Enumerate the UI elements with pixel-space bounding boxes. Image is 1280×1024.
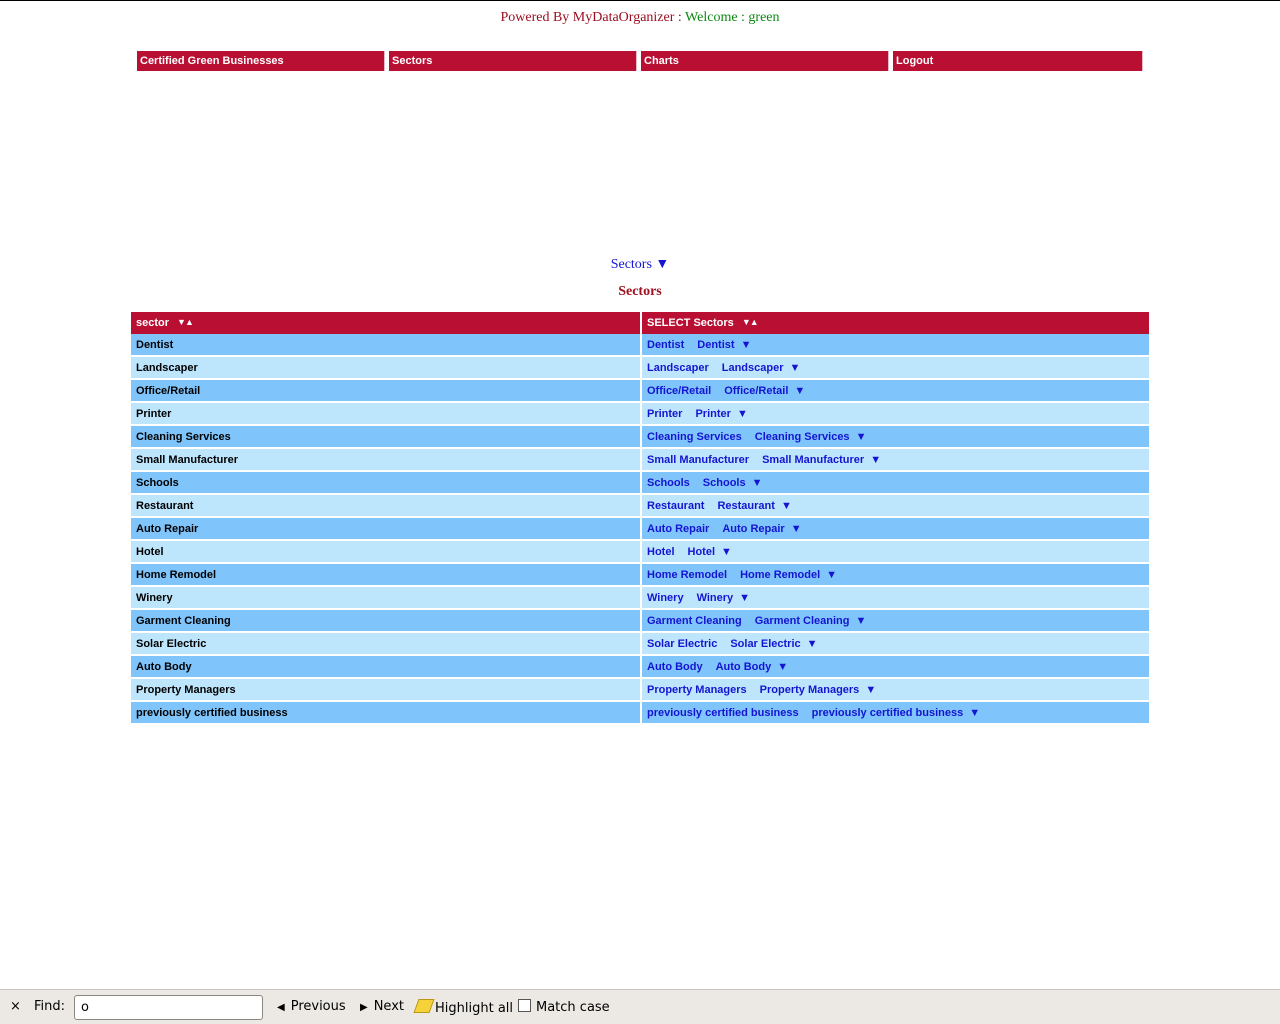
sector-dropdown-link[interactable]: Restaurant bbox=[717, 499, 775, 512]
select-sectors-cell bbox=[642, 610, 1149, 633]
sector-dropdown-link[interactable]: Home Remodel bbox=[740, 568, 821, 581]
sector-dropdown-link[interactable]: previously certified business bbox=[811, 706, 964, 719]
sector-link[interactable]: Solar Electric bbox=[647, 637, 718, 650]
column-header-sector bbox=[131, 312, 640, 334]
top-border bbox=[0, 0, 1280, 1]
select-sectors-cell bbox=[642, 449, 1149, 472]
dropdown-arrow-icon[interactable]: ▼ bbox=[777, 660, 789, 673]
highlighter-icon bbox=[413, 999, 434, 1013]
table-row bbox=[131, 541, 1149, 564]
sector-cell: Office/Retail bbox=[131, 380, 640, 403]
sectors-dropdown-link[interactable]: Sectors ▼ bbox=[610, 257, 670, 272]
select-sectors-cell bbox=[642, 541, 1149, 564]
find-previous-button[interactable] bbox=[277, 999, 346, 1014]
sector-dropdown-link[interactable]: Schools bbox=[702, 476, 746, 489]
select-sectors-cell bbox=[642, 564, 1149, 587]
table-row bbox=[131, 610, 1149, 633]
sector-link[interactable]: Hotel bbox=[647, 545, 675, 558]
sectors-table bbox=[129, 312, 1151, 725]
select-sectors-cell bbox=[642, 357, 1149, 380]
match-case-checkbox[interactable] bbox=[518, 999, 610, 1015]
table-row bbox=[131, 702, 1149, 725]
sector-dropdown-link[interactable]: Auto Repair bbox=[722, 522, 785, 535]
dropdown-arrow-icon[interactable]: ▼ bbox=[736, 407, 748, 420]
select-sectors-cell bbox=[642, 702, 1149, 725]
select-sectors-cell bbox=[642, 380, 1149, 403]
sort-icon[interactable]: ▼▲ bbox=[177, 317, 193, 327]
powered-by-text: Powered By MyDataOrganizer : bbox=[500, 10, 682, 25]
column-header-label: SELECT Sectors bbox=[647, 317, 734, 329]
dropdown-arrow-icon[interactable]: ▼ bbox=[855, 614, 867, 627]
sector-cell: Small Manufacturer bbox=[131, 449, 640, 472]
table-row bbox=[131, 449, 1149, 472]
sector-dropdown-link[interactable]: Landscaper bbox=[721, 361, 784, 374]
sector-cell: Winery bbox=[131, 587, 640, 610]
sector-dropdown-link[interactable]: Printer bbox=[695, 407, 731, 420]
table-row bbox=[131, 357, 1149, 380]
dropdown-arrow-icon[interactable]: ▼ bbox=[789, 361, 801, 374]
dropdown-arrow-icon[interactable]: ▼ bbox=[780, 499, 792, 512]
select-sectors-cell bbox=[642, 472, 1149, 495]
sector-link[interactable]: Dentist bbox=[647, 338, 685, 351]
sector-dropdown-link[interactable]: Solar Electric bbox=[730, 637, 801, 650]
sector-link[interactable]: Office/Retail bbox=[647, 384, 712, 397]
main-nav bbox=[137, 51, 1143, 71]
dropdown-arrow-icon[interactable]: ▼ bbox=[721, 545, 732, 558]
table-row bbox=[131, 426, 1149, 449]
table-row bbox=[131, 679, 1149, 702]
triangle-left-icon: ◀ bbox=[277, 1002, 285, 1013]
dropdown-arrow-icon[interactable]: ▼ bbox=[870, 453, 882, 466]
select-sectors-cell bbox=[642, 426, 1149, 449]
sector-link[interactable]: Property Managers bbox=[647, 683, 747, 696]
find-previous-label: Previous bbox=[290, 999, 346, 1014]
sector-cell: Hotel bbox=[131, 541, 640, 564]
table-row bbox=[131, 334, 1149, 357]
sector-link[interactable]: Home Remodel bbox=[647, 568, 728, 581]
sector-dropdown-link[interactable]: Hotel bbox=[687, 545, 715, 558]
highlight-all-label: Highlight all bbox=[435, 1001, 514, 1016]
sector-cell: Auto Body bbox=[131, 656, 640, 679]
find-input[interactable] bbox=[74, 995, 263, 1020]
table-row bbox=[131, 495, 1149, 518]
sector-dropdown-link[interactable]: Small Manufacturer bbox=[762, 453, 865, 466]
sector-link[interactable]: Winery bbox=[647, 591, 684, 604]
table-row bbox=[131, 380, 1149, 403]
table-row bbox=[131, 656, 1149, 679]
select-sectors-cell bbox=[642, 587, 1149, 610]
page-title: Sectors bbox=[618, 284, 662, 299]
dropdown-arrow-icon[interactable]: ▼ bbox=[855, 430, 867, 443]
select-sectors-cell bbox=[642, 679, 1149, 702]
sector-cell: Restaurant bbox=[131, 495, 640, 518]
select-sectors-cell bbox=[642, 656, 1149, 679]
nav-item-logout[interactable]: Logout bbox=[893, 51, 1143, 71]
table-row bbox=[131, 518, 1149, 541]
sector-dropdown-link[interactable]: Winery bbox=[696, 591, 734, 604]
triangle-right-icon: ▶ bbox=[360, 1002, 368, 1013]
highlight-all-button[interactable] bbox=[416, 999, 513, 1016]
sector-dropdown-link[interactable]: Cleaning Services bbox=[754, 430, 850, 443]
sector-cell: Solar Electric bbox=[131, 633, 640, 656]
find-label: Find: bbox=[34, 999, 66, 1014]
dropdown-arrow-icon[interactable]: ▼ bbox=[790, 522, 802, 535]
table-row bbox=[131, 587, 1149, 610]
dropdown-arrow-icon[interactable]: ▼ bbox=[794, 384, 806, 397]
select-sectors-cell bbox=[642, 633, 1149, 656]
sector-dropdown-link[interactable]: Dentist bbox=[697, 338, 735, 351]
sector-link[interactable]: Landscaper bbox=[647, 361, 709, 374]
welcome-text: Welcome : green bbox=[685, 10, 780, 25]
select-sectors-cell bbox=[642, 403, 1149, 426]
sector-link[interactable]: Schools bbox=[647, 476, 690, 489]
powered-by-banner bbox=[0, 10, 1280, 26]
sector-cell: Auto Repair bbox=[131, 518, 640, 541]
column-header-label: sector bbox=[136, 317, 170, 329]
sector-cell: Garment Cleaning bbox=[131, 610, 640, 633]
sector-cell: Landscaper bbox=[131, 357, 640, 380]
select-sectors-cell bbox=[642, 518, 1149, 541]
nav-item-certified-green-businesses[interactable]: Certified Green Businesses bbox=[137, 51, 385, 71]
table-row bbox=[131, 633, 1149, 656]
sector-dropdown-link[interactable]: Garment Cleaning bbox=[754, 614, 850, 627]
sort-icon[interactable]: ▼▲ bbox=[741, 317, 758, 327]
sector-cell: Schools bbox=[131, 472, 640, 495]
sector-dropdown-link[interactable]: Office/Retail bbox=[724, 384, 789, 397]
match-case-label: Match case bbox=[536, 1000, 610, 1015]
sector-cell: previously certified business bbox=[131, 702, 640, 725]
dropdown-arrow-icon[interactable]: ▼ bbox=[826, 568, 838, 581]
sector-link[interactable]: Restaurant bbox=[647, 499, 705, 512]
table-row bbox=[131, 403, 1149, 426]
table-row bbox=[131, 564, 1149, 587]
sector-dropdown-link[interactable]: Property Managers bbox=[759, 683, 860, 696]
sector-link[interactable]: Printer bbox=[647, 407, 683, 420]
dropdown-arrow-icon[interactable]: ▼ bbox=[865, 683, 877, 696]
sector-cell: Dentist bbox=[131, 334, 640, 357]
close-icon[interactable]: × bbox=[10, 999, 21, 1014]
nav-item-charts[interactable]: Charts bbox=[641, 51, 889, 71]
dropdown-arrow-icon[interactable]: ▼ bbox=[739, 591, 751, 604]
select-sectors-cell bbox=[642, 495, 1149, 518]
sector-link[interactable]: Small Manufacturer bbox=[647, 453, 750, 466]
find-bar bbox=[0, 989, 1280, 1024]
find-next-button[interactable] bbox=[360, 999, 404, 1014]
sector-cell: Cleaning Services bbox=[131, 426, 640, 449]
sector-cell: Property Managers bbox=[131, 679, 640, 702]
table-row bbox=[131, 472, 1149, 495]
sector-cell: Printer bbox=[131, 403, 640, 426]
sector-link[interactable]: Cleaning Services bbox=[647, 430, 742, 443]
table-header-row bbox=[131, 312, 1149, 334]
column-header-select-sectors bbox=[642, 312, 1149, 334]
sector-link[interactable]: previously certified business bbox=[647, 706, 799, 719]
select-sectors-cell bbox=[642, 334, 1149, 357]
sector-dropdown-link[interactable]: Auto Body bbox=[715, 660, 772, 673]
sector-link[interactable]: Auto Repair bbox=[647, 522, 710, 535]
dropdown-arrow-icon[interactable]: ▼ bbox=[740, 338, 752, 351]
dropdown-arrow-icon[interactable]: ▼ bbox=[969, 706, 981, 719]
sector-link[interactable]: Auto Body bbox=[647, 660, 703, 673]
sector-link[interactable]: Garment Cleaning bbox=[647, 614, 742, 627]
find-next-label: Next bbox=[373, 999, 404, 1014]
dropdown-arrow-icon[interactable]: ▼ bbox=[751, 476, 763, 489]
nav-item-sectors[interactable]: Sectors bbox=[389, 51, 637, 71]
sector-cell: Home Remodel bbox=[131, 564, 640, 587]
checkbox-icon bbox=[518, 999, 531, 1012]
dropdown-arrow-icon[interactable]: ▼ bbox=[806, 637, 818, 650]
